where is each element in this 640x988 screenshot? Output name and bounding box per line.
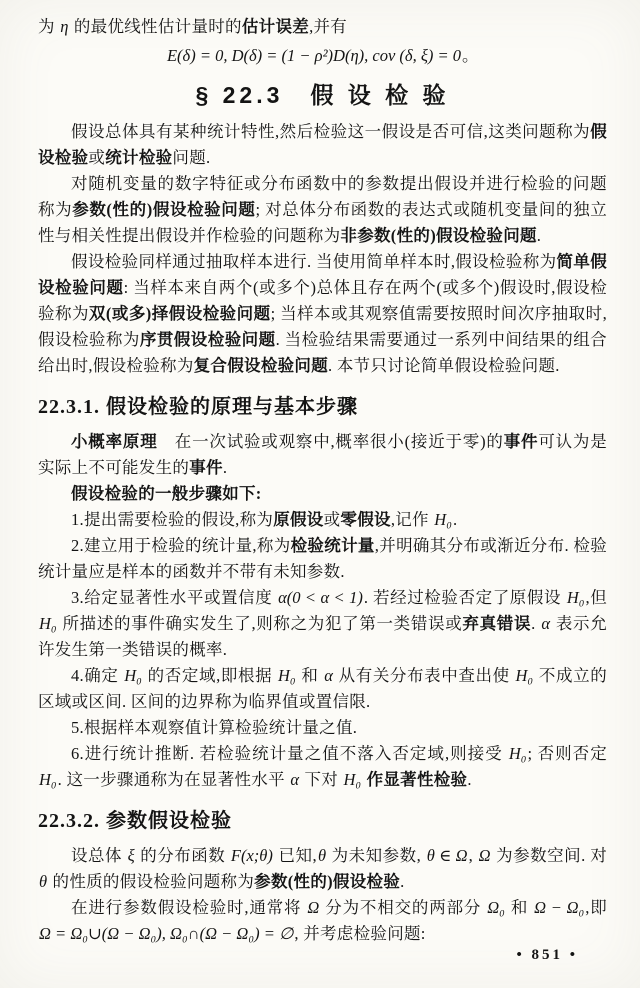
text-segment: 或	[88, 148, 106, 167]
text-segment: .	[222, 458, 228, 477]
text-segment: 假设检验同样通过抽取样本进行. 当使用简单样本时,假设检验称为	[71, 252, 557, 271]
text-segment: : 当样本来自两个(或多个)总体且存在两个(或多个)假设时,假设检验称为	[38, 278, 608, 323]
paragraph	[38, 895, 607, 947]
text-segment: ,但	[585, 588, 607, 607]
text-segment: 2.建立用于检验的统计量,称为	[71, 536, 291, 555]
text-segment: .	[400, 872, 405, 891]
text-segment: 从有关分布表中查出使	[333, 666, 515, 685]
text-segment: 不成立的区域或区间. 区间的边界称为临界值或置信限.	[38, 666, 608, 711]
text-segment: ,并明确其分布或渐近分布. 检验统计量应是样本的函数并不带有未知参数.	[38, 536, 607, 581]
text-segment: 估计误差	[241, 17, 310, 36]
text-segment: 参数(性的)假设检验问题	[72, 200, 256, 219]
text-segment: . 这一步骤通称为在显著性水平	[57, 770, 290, 789]
text-segment: ,并有	[309, 17, 348, 36]
text-segment: ; 当样本或其观察值需要按照时间次序抽取时,假设检验称为	[38, 304, 607, 349]
text-segment: 小概率原理	[71, 432, 158, 451]
math-expression: H₀	[566, 588, 585, 607]
text-segment: 参数(性的)假设检验	[254, 872, 401, 891]
text-segment: 已知,	[273, 846, 317, 865]
text-segment: 的最优线性估计量时的	[69, 17, 242, 36]
text-segment: 3.给定显著性水平或置信度	[71, 588, 278, 607]
math-expression: E(δ) = 0, D(δ) = (1 − ρ²)D(η), cov (δ, ξ) = 0	[166, 46, 462, 65]
math-expression: F(x;θ)	[230, 846, 273, 865]
text-segment: .	[467, 770, 472, 789]
text-segment: 作显著性检验	[366, 770, 468, 789]
list-item-4	[38, 663, 607, 715]
text-segment: 弃真错误	[462, 614, 532, 633]
text-segment: 或	[323, 510, 341, 529]
text-segment: 为参数空间. 对	[491, 846, 607, 865]
text-segment: 原假设	[273, 510, 324, 529]
text-segment: 简单假设检验问题	[38, 252, 607, 297]
text-segment: ,记作	[390, 510, 434, 529]
text-segment: 零假设	[340, 510, 391, 529]
paragraph	[38, 249, 607, 379]
text-segment: 假设检验的一般步骤如下:	[71, 484, 262, 503]
math-expression: H₀	[39, 770, 57, 789]
math-expression: α	[290, 770, 300, 789]
text-segment: 在一次试验或观察中,概率很小(接近于零)的	[157, 432, 504, 451]
math-expression: η	[60, 17, 69, 36]
list-item-2	[38, 533, 607, 585]
math-expression: Ω₀	[487, 898, 505, 917]
continuation-line	[38, 14, 607, 40]
math-expression: θ	[39, 872, 48, 891]
display-formula	[38, 43, 607, 69]
text-segment: 分为不相交的两部分	[320, 898, 487, 917]
page-number: • 851 •	[516, 947, 578, 963]
text-segment: 1.提出需要检验的假设,称为	[71, 510, 274, 529]
text-segment: 设总体	[71, 846, 127, 865]
text-segment: 事件	[189, 458, 223, 477]
text-segment: 。	[462, 46, 480, 65]
math-expression: H₀	[124, 666, 142, 685]
text-segment: ,即	[585, 898, 607, 917]
text-segment: 对随机变量的数字特征或分布函数中的参数提出假设并进行检验的问题称为	[38, 174, 607, 219]
list-item-5	[38, 715, 607, 741]
text-segment: 和	[505, 898, 534, 917]
text-segment: 的性质的假设检验问题称为	[48, 872, 255, 891]
list-item-6	[38, 741, 607, 793]
paragraph	[38, 843, 607, 895]
text-segment: 表示允许发生第一类错误的概率.	[38, 614, 608, 659]
chapter-heading: § 22.3 假 设 检 验	[195, 82, 450, 108]
text-segment: . 若经过检验否定了原假设	[363, 588, 566, 607]
text-segment: 5.根据样本观察值计算检验统计量之值.	[71, 718, 358, 737]
text-segment: 复合假设检验问题	[193, 356, 329, 375]
math-expression: α(0 < α < 1)	[278, 588, 363, 607]
text-segment: 非参数(性的)假设检验问题	[340, 226, 537, 245]
text-segment: 4.确定	[71, 666, 124, 685]
text-segment: ,	[468, 846, 478, 865]
text-segment: 假设检验	[38, 122, 607, 167]
paragraph	[38, 481, 607, 507]
math-expression: Ω	[478, 846, 491, 865]
text-segment: 6.进行统计推断. 若检验统计量之值不落入否定域,则接受	[71, 744, 508, 763]
paragraph	[38, 119, 607, 171]
text-segment: 事件	[503, 432, 539, 451]
text-segment: 问题.	[172, 148, 211, 167]
math-expression: H₀	[343, 770, 362, 789]
text-segment: 和	[296, 666, 324, 685]
math-expression: θ	[317, 846, 327, 865]
text-segment: , 并考虑检验问题:	[294, 924, 426, 943]
math-expression: Ω − Ω₀	[534, 898, 585, 917]
text-segment: .	[452, 510, 458, 529]
text-segment: 可认为是实际上不可能发生的	[38, 432, 608, 477]
text-segment: 所描述的事件确实发生了,则称之为犯了第一类错误或	[57, 614, 463, 633]
text-segment: 为	[38, 17, 60, 36]
text-segment: 下对	[300, 770, 343, 789]
text-segment: .	[536, 226, 542, 245]
math-expression: H₀	[277, 666, 296, 685]
math-expression: α	[324, 666, 333, 685]
math-expression: α	[541, 614, 551, 633]
text-segment: 检验统计量	[290, 536, 375, 555]
list-item-3	[38, 585, 607, 663]
text-segment: 的分布函数	[135, 846, 230, 865]
math-expression: H₀	[508, 744, 527, 763]
section-heading-22-3-1: 22.3.1. 假设检验的原理与基本步骤	[38, 396, 358, 418]
math-expression: Ω = Ω₀∪(Ω − Ω₀), Ω₀∩(Ω − Ω₀) = ∅	[39, 924, 294, 943]
math-expression: ξ	[127, 846, 135, 865]
math-expression: H₀	[39, 614, 57, 633]
list-item-1	[38, 507, 607, 533]
text-segment: . 当检验结果需要通过一系列中间结果的组合给出时,假设检验称为	[38, 330, 607, 375]
text-segment: . 本节只讨论简单假设检验问题.	[328, 356, 560, 375]
text-segment: ; 否则否定	[527, 744, 607, 763]
text-segment: 在进行参数假设检验时,通常将	[71, 898, 307, 917]
math-expression: H₀	[434, 510, 452, 529]
paragraph	[38, 429, 607, 481]
math-expression: H₀	[515, 666, 534, 685]
text-segment: 统计检验	[105, 148, 173, 167]
text-segment: 序贯假设检验问题	[139, 330, 276, 349]
text-segment: 双(或多)择假设检验问题	[88, 304, 271, 323]
text-segment: 为未知参数,	[327, 846, 426, 865]
paragraph	[38, 171, 607, 249]
math-expression: θ ∈ Ω	[426, 846, 468, 865]
text-segment: 的否定域,即根据	[142, 666, 277, 685]
section-heading-22-3-2: 22.3.2. 参数假设检验	[38, 810, 232, 832]
text-segment: .	[531, 614, 541, 633]
text-segment: 假设总体具有某种统计特性,然后检验这一假设是否可信,这类问题称为	[71, 122, 591, 141]
math-expression: Ω	[307, 898, 320, 917]
text-segment: ; 对总体分布函数的表达式或随机变量间的独立性与相关性提出假设并作检验的问题称为	[38, 200, 607, 245]
